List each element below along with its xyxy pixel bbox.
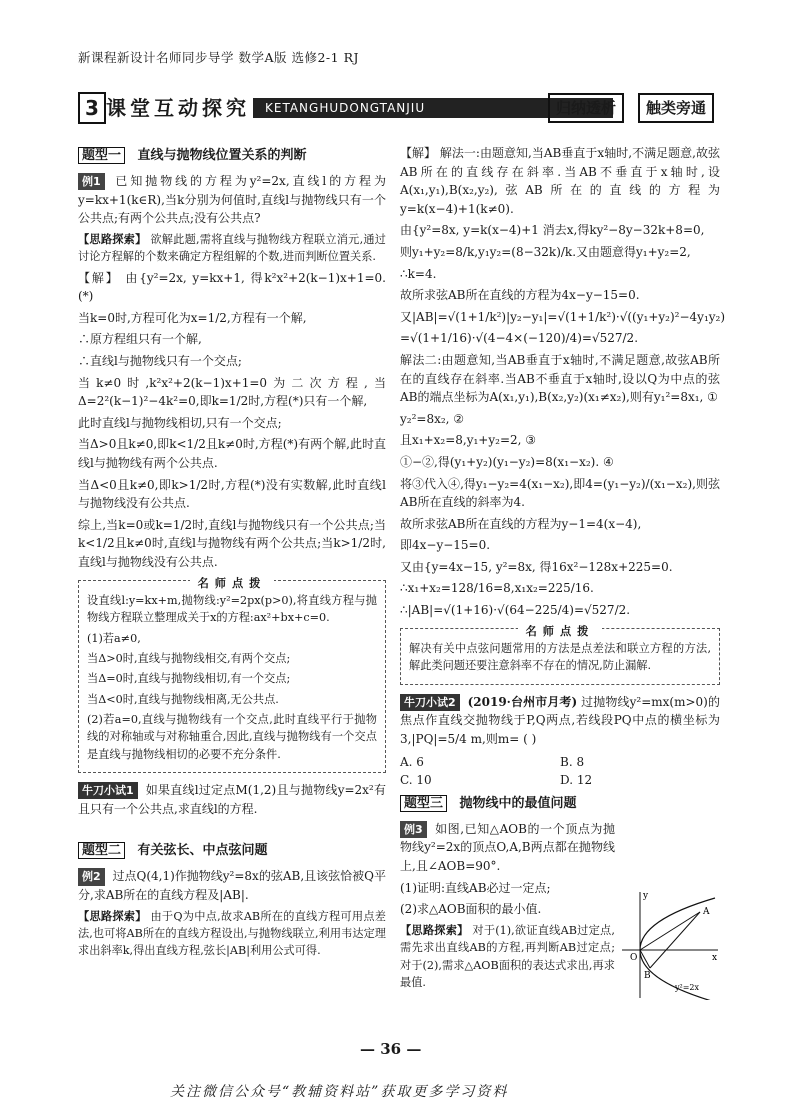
axis-x-label: x <box>712 953 718 963</box>
right-column <box>400 144 726 994</box>
point-o-label: O <box>630 953 638 963</box>
options <box>400 753 720 790</box>
option-a: A. 6 <box>400 754 424 769</box>
example-1 <box>78 172 386 228</box>
sol2-line: 【解】 解法一:由题意知,当AB垂直于x轴时,不满足题意,故弦AB所在的直线存在斜率.当AB不垂直于x轴时,设A(x₁,y₁),B(x₂,y₂),弦AB所在的直线的方程为y=k(x−4)+1(k≠0). <box>400 146 720 216</box>
example-3 <box>400 820 615 991</box>
axis-y-label: y <box>643 891 649 901</box>
sol2-line: 将③代入④,得y₁−y₂=4(x₁−x₂),即4=(y₁−y₂)/(x₁−x₂),则弦AB所在直线的斜率为4. <box>400 476 720 510</box>
sol2-line: 解法二:由题意知,当AB垂直于x轴时,不满足题意,故弦AB所在的直线存在斜率.当AB不垂直于x轴时,设以Q为中点的弦AB的端点坐标为A(x₁,y₁),B(x₂,y₂)(x₁≠x₂),则有y₁²=8x₁, ① <box>400 352 720 405</box>
point-b-label: B <box>644 971 651 981</box>
point-a-label: A <box>703 907 710 917</box>
sol2-line: 即4x−y−15=0. <box>400 538 491 553</box>
topic-3-heading <box>400 794 720 814</box>
note-2-text: 解决有关中点弦问题常用的方法是点差法和联立方程的方法,解此类问题还要注意斜率不存在的情况,防止漏解. <box>409 642 711 673</box>
option-d: D. 12 <box>560 773 593 788</box>
trial-2-text: 过抛物线y²=mx(m>0)的焦点作直线交抛物线于P,Q两点,若线段PQ中点的横坐标为3,|PQ|=5/4 m,则m= <box>400 694 720 746</box>
example-3-text: 如图,已知△AOB的一个顶点为抛物线y²=2x的顶点O,A,B两点都在抛物线上,且∠AOB=90°. <box>400 821 615 874</box>
sol-line: ∴直线l与抛物线只有一个交点; <box>78 354 242 369</box>
section-banner <box>78 92 718 122</box>
sol2-line: 又由{y=4x−15, y²=8x, 得16x²−128x+225=0. <box>400 559 673 574</box>
note-line: (1)若a≠0, <box>87 631 141 645</box>
topic-3-title: 抛物线中的最值问题 <box>459 795 577 811</box>
sol2-line: ∴x₁+x₂=128/16=8,x₁x₂=225/16. <box>400 581 594 596</box>
sol-line: 【解】 由{y²=2x, y=kx+1, 得k²x²+2(k−1)x+1=0.(*) <box>78 270 386 304</box>
sol2-line: ∴k=4. <box>400 266 437 281</box>
tag-analogy: 触类旁通 <box>638 93 714 123</box>
trial-1-badge: 牛刀小试1 <box>78 782 138 799</box>
sol2-line: =√(1+1/16)·√(4−4×(−120)/4)=√527/2. <box>400 331 639 346</box>
section-title: 课堂互动探究 <box>106 96 250 120</box>
note-2-title: 名师点拨 <box>518 624 603 638</box>
example-3-badge: 例3 <box>400 821 427 838</box>
sol-line: 当Δ>0且k≠0,即k<1/2且k≠0时,方程(*)有两个解,此时直线l与抛物线有两个公共点. <box>78 437 386 470</box>
example-1-text: 已知抛物线的方程为y²=2x,直线l的方程为y=kx+1(k∈R),当k分别为何值时,直线l与抛物线只有一个公共点;有两个公共点;没有公共点? <box>78 174 386 226</box>
sol2-line: 由{y²=8x, y=k(x−4)+1 消去x,得ky²−8y−32k+8=0, <box>400 223 705 238</box>
topic-2-label: 题型二 <box>78 842 125 859</box>
sol-line: 当Δ<0且k≠0,即k>1/2时,方程(*)没有实数解,此时直线l与抛物线没有公共点. <box>78 477 386 511</box>
note-line: (2)若a=0,直线与抛物线有一个交点,此时直线平行于抛物线的对称轴或与对称轴重合,因此,直线与抛物线有一个交点是直线与抛物线相切的必要不充分条件. <box>87 713 377 761</box>
note-line: 当Δ<0时,直线与抛物线相离,无公共点. <box>87 692 279 706</box>
sol2-line: 且x₁+x₂=8,y₁+y₂=2, ③ <box>400 433 537 448</box>
example-3-thinking <box>400 922 615 991</box>
topic-1-label: 题型一 <box>78 147 125 164</box>
example-1-thinking <box>78 231 386 266</box>
section-number: 3 <box>78 92 106 124</box>
left-column <box>78 144 386 963</box>
note-line: 当Δ=0时,直线与抛物线相切,有一个交点; <box>87 672 291 686</box>
segment-ab <box>650 912 700 968</box>
example-2-text: 过点Q(4,1)作抛物线y²=8x的弦AB,且该弦恰被Q平分,求AB所在的直线方程及|AB|. <box>78 869 386 903</box>
sol-line: 当k=0时,方程可化为x=1/2,方程有一个解, <box>78 310 307 325</box>
trial-2 <box>400 693 720 749</box>
parabola-figure <box>620 890 720 1000</box>
thinking-label: 【思路探索】 <box>78 908 147 923</box>
example-3-q2: (2)求△AOB面积的最小值. <box>400 902 542 917</box>
example-3-q1: (1)证明:直线AB必过一定点; <box>400 880 551 895</box>
sol-line: 综上,当k=0或k=1/2时,直线l与抛物线只有一个公共点;当k<1/2且k≠0时,直线l与抛物线有两个公共点;当k>1/2时,直线l与抛物线没有公共点. <box>78 517 386 569</box>
sol2-line: 故所求弦AB所在直线的方程为4x−y−15=0. <box>400 288 640 303</box>
teacher-note-1 <box>78 575 386 774</box>
sol2-line: ∴|AB|=√(1+16)·√(64−225/4)=√527/2. <box>400 603 631 618</box>
sol-line: 当k≠0时,k²x²+2(k−1)x+1=0为二次方程,当Δ=2²(k−1)²−4k²=0,即k=1/2时,方程(*)只有一个解, <box>78 375 386 409</box>
thinking-text: 由于Q为中点,故求AB所在的直线方程可用点差法,也可将AB所在的直线方程设出,与抛物线联立,利用韦达定理求出斜率k,得出直线方程,弦长|AB|利用公式可得. <box>78 909 386 958</box>
trial-1 <box>78 781 386 818</box>
topic-1-heading <box>78 146 386 166</box>
footer-note: 关注微信公众号“教辅资料站”获取更多学习资料 <box>170 1084 509 1100</box>
note-line: 设直线l:y=kx+m,抛物线:y²=2px(p>0),将直线方程与抛物线方程联立整理成关于x的方程:ax²+bx+c=0. <box>87 593 377 625</box>
sol2-line: 又|AB|=√(1+1/k²)|y₂−y₁|=√(1+1/k²)·√((y₁+y₂)²−4y₁y₂) <box>400 309 726 324</box>
topic-1-title: 直线与抛物线位置关系的判断 <box>137 148 307 163</box>
thinking-text: 欲解此题,需将直线与抛物线方程联立消元,通过讨论方程解的个数来确定方程组解的个数,进而判断位置关系. <box>78 232 386 264</box>
sol2-line: ①−②,得(y₁+y₂)(y₁−y₂)=8(x₁−x₂). ④ <box>400 454 614 469</box>
trial-2-blank: ( ) <box>523 731 537 746</box>
curve-label: y²=2x <box>675 983 700 992</box>
thinking-label: 【思路探索】 <box>78 231 147 246</box>
topic-3-label: 题型三 <box>400 795 447 812</box>
topic-2-heading <box>78 841 386 861</box>
example-2-thinking <box>78 908 386 960</box>
sol2-line: 则y₁+y₂=8/k,y₁y₂=(8−32k)/k.又由题意得y₁+y₂=2, <box>400 244 691 259</box>
thinking-label: 【思路探索】 <box>400 922 469 937</box>
page-number: — 36 — <box>360 1040 422 1058</box>
section-pinyin: KETANGHUDONGTANJIU <box>265 101 426 115</box>
example-2 <box>78 867 386 904</box>
sol2-line: 故所求弦AB所在直线的方程为y−1=4(x−4), <box>400 516 642 531</box>
trial-2-badge: 牛刀小试2 <box>400 694 460 711</box>
option-b: B. 8 <box>560 754 585 769</box>
sol-line: ∴原方程组只有一个解, <box>78 332 202 347</box>
thinking-text: 对于(1),欲证直线AB过定点,需先求出直线AB的方程,再判断AB过定点;对于(2),需求△AOB面积的表达式求出,再求最值. <box>400 923 615 989</box>
note-1-title: 名师点拨 <box>190 576 275 590</box>
example-2-badge: 例2 <box>78 868 105 885</box>
sol2-line: y₂²=8x₂, ② <box>400 411 465 426</box>
tag-induction: 归纳透析 <box>548 93 624 123</box>
trial-2-source: (2019·台州市月考) <box>467 694 578 709</box>
example-1-badge: 例1 <box>78 173 105 190</box>
book-header: 新课程新设计名师同步导学 数学A版 选修2-1 RJ <box>78 50 360 65</box>
note-line: 当Δ>0时,直线与抛物线相交,有两个交点; <box>87 651 291 665</box>
teacher-note-2 <box>400 623 720 685</box>
topic-2-title: 有关弦长、中点弦问题 <box>137 843 268 859</box>
trial-1-text: 如果直线l过定点M(1,2)且与抛物线y=2x²有且只有一个公共点,求直线l的方程. <box>78 783 386 816</box>
sol-line: 此时直线l与抛物线相切,只有一个交点; <box>78 415 282 430</box>
option-c: C. 10 <box>400 773 432 788</box>
